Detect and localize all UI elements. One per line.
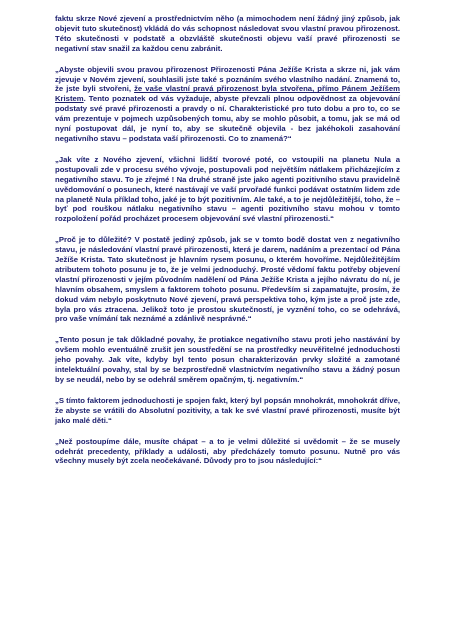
paragraph-text: „Abyste objevili svou pravou přirozenost Přirozenosti Pána Ježíše Krista a skrze ni, jak vám zjevuje v Novém zjevení, souhlasili jste také s poznáním svého vlastního nadání. Znamená to, že jste byli stvořeni, xyxy=(55,64,400,94)
underlined-text: že vaše vlastní pravá přirozenost byla stvořena, přímo Pánem Ježíšem Kristem xyxy=(55,84,400,104)
paragraph-text: faktu skrze Nové zjevení a prostřednictvím něho (a mimochodem není žádný jiný způsob, jak objevit tuto skutečnost) vkládá do vás schopnost následovat svou vlastní pravou přirozenost. Této skutečnosti v podstatě a obzvláště skutečnosti objevu vaší pravé přirozenosti se negativní stav snažil za každou cenu zabránit. xyxy=(55,14,400,53)
paragraph-3 xyxy=(55,155,400,224)
paragraph-7 xyxy=(55,437,400,467)
document-page xyxy=(55,14,400,477)
paragraph-2 xyxy=(55,65,400,144)
paragraph-text: . Tento poznatek od vás vyžaduje, abyste převzali plnou odpovědnost za objevování podstaty své pravé přirozenosti a pravdy o ní. Charakteristické pro tuto dobu a pro to, co se vám prezentuje v pojmech uzpůsobených tomu, aby se mohlo působit, a tomu, jak se má od nyní postupovat dál, je nyní to, aby se skutečně objevila - bez jakéhokoli zasahování negativního stavu – podstata vaší přirozenosti. Co to znamená?“ xyxy=(55,94,400,143)
paragraph-1 xyxy=(55,14,400,54)
paragraph-text: „Proč je to důležité? V postatě jediný způsob, jak se v tomto bodě dostat ven z negativního stavu, je následování vlastní pravé přirozenosti, která je darem, nadáním a prezentací od Pána Ježíše Krista. Tato skutečnost je hlavním rysem posunu, o kterém hovoříme. Nejdůležitějším atributem tohoto posunu je to, že je velmi jednoduchý. Prosté vědomí faktu potřeby objevení vlastní přirozenosti v jejím původním nadělení od Pána Ježíše Krista a jejího návratu do ní, je hlavním obsahem, smyslem a faktorem tohoto posunu. Především si zapamatujte, prosím, že dokud vám nebylo poskytnuto Nové zjevení, pravá perspektiva toho, kým jste a proč jste zde, byla pro vás ztracena. Jelikož toto je prostou skutečností, je vyznění toho, co se odehrává, pro vaše vnímání tak neznámé a zdánlivě nesprávné.“ xyxy=(55,235,400,324)
paragraph-5 xyxy=(55,335,400,385)
paragraph-text: „Tento posun je tak důkladné povahy, že protiakce negativního stavu proti jeho nastávání by ovšem mohlo eventuálně zrušit jen soustředění se na prostředky neuvěřitelné jednoduchosti jeho povahy. Jak víte, kdyby byl tento posun charakterizován prvky složité a zamotané intelektuální povahy, stal by se bezprostředně vlastnictvím negativního stavu a žádný posun by se neudál, nebo by se odehrál směrem opačným, tj. negativním.“ xyxy=(55,335,400,384)
paragraph-text: „S tímto faktorem jednoduchosti je spojen fakt, který byl popsán mnohokrát, mnohokrát dříve, že abyste se vrátili do Absolutní pozitivity, a tak ke své vlastní pravé přirozenosti, musíte být jako malé děti.“ xyxy=(55,395,400,425)
paragraph-4 xyxy=(55,235,400,324)
paragraph-text: „Než postoupíme dále, musíte chápat – a to je velmi důležité si uvědomit – že se musely odehrát precedenty, příklady a události, aby předcházely tomuto posunu. Nutně pro vás všechny musely být zcela neočekávané. Důvody pro to jsou následující:“ xyxy=(55,436,400,466)
paragraph-6 xyxy=(55,396,400,426)
paragraph-text: „Jak víte z Nového zjevení, všichni lidští tvorové poté, co vstoupili na planetu Nula a postupovali zde v procesu svého vývoje, postupovali pod největším nátlakem přicházejícím z negativního stavu. To je zřejmé ! Na druhé straně jste jako agenti pozitivního stavu pravidelně uvědomování o posunech, které nastávají ve vaší prvořadé funkci podávat ostatním lidem zde na planetě Nula příklad toho, jaké je to být pozitivním. Ale také, a to je nejdůležitější, toho, že – byť pod rouškou nátlaku negativního stavu – agenti pozitivního stavu mohou v tomto rozpoložení pořád procházet procesem objevování své vlastní přirozenosti.“ xyxy=(55,154,400,224)
